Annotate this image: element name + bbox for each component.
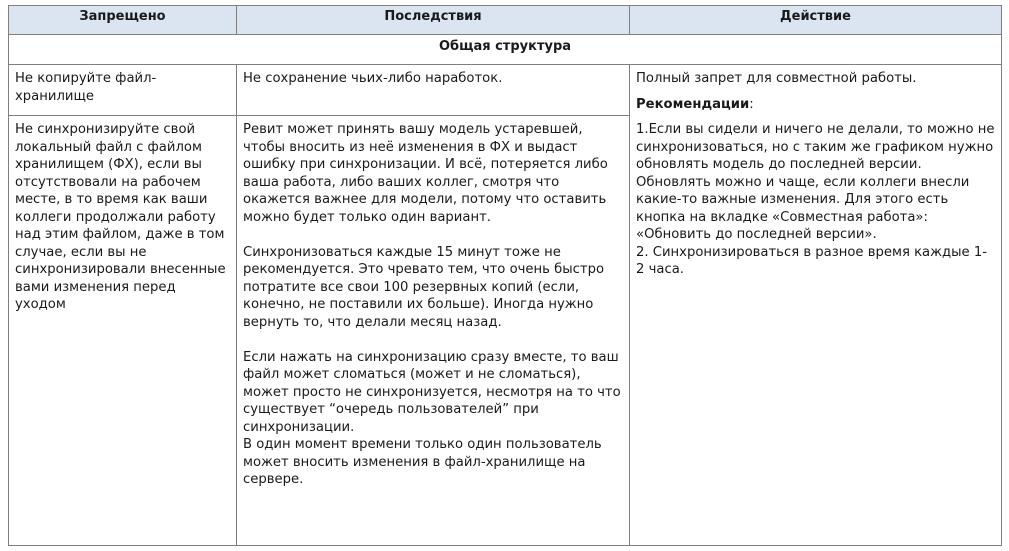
section-row [9,35,1002,65]
row1-forbidden: Не копируйте файл-хранилище [9,65,237,116]
header-forbidden: Запрещено [9,6,237,35]
header-consequences: Последствия [237,6,630,35]
consequence-paragraph-2: Синхронизоваться каждые 15 минут тоже не рекомендуется. Это чревато тем, что очень быстро потратите все свои 100 резервных копий (если, конечно, не поставили их больше). Иногда нужно вернуть то, что делали месяц назад. [243,244,605,330]
recommendation-item-1: 1.Если вы сидели и ничего не делали, то можно не синхронизоваться, но с таким же графиком нужно обновлять модель до последней версии. Обновлять можно и чаще, если коллеги внесли какие-то важные изменения. Для этого есть кнопка на вкладке «Совместная работа»: «Обновить до последней версии». [636,122,995,242]
recommendations-heading [636,96,995,114]
section-title: Общая структура [9,35,1002,65]
header-action: Действие [630,6,1002,35]
consequence-paragraph-1: Ревит может принять вашу модель устаревшей, чтобы вносить из неё изменения в ФХ и выдаст ошибку при синхронизации. И всё, потеряется либо ваша работа, либо ваших коллег, смотря что окажется важнее для модели, потому что оставить можно будет только один вариант. [243,122,608,225]
consequence-paragraph-4: В один момент времени только один пользователь может вносить изменения в файл-хранилище на сервере. [243,437,602,487]
recommendation-item-2: 2. Синхронизироваться в разное время каждые 1-2 часа. [636,244,987,277]
action-intro: Полный запрет для совместной работы. [636,71,917,86]
recommendations-label: Рекомендации [636,96,750,112]
consequence-paragraph-3: Если нажать на синхронизацию сразу вместе, то ваш файл может сломаться (может и не сломаться), может просто не синхронизуется, несмотря на то что существует “очередь пользователей” при синхронизации. [243,349,621,435]
row1-consequences: Не сохранение чьих-либо наработок. [237,65,630,116]
table-row [9,65,1002,116]
recommendations-colon: : [749,96,754,112]
row2-consequences [237,116,630,546]
table-header-row [9,6,1002,35]
rules-table [8,5,1002,546]
action-cell [630,65,1002,546]
row2-forbidden: Не синхронизируйте свой локальный файл с файлом хранилищем (ФХ), если вы отсутствовали на рабочем месте, в то время как ваши коллеги продолжали работу над этим файлом, даже в том случае, если вы не синхронизировали внесенные вами изменения перед уходом [9,116,237,546]
